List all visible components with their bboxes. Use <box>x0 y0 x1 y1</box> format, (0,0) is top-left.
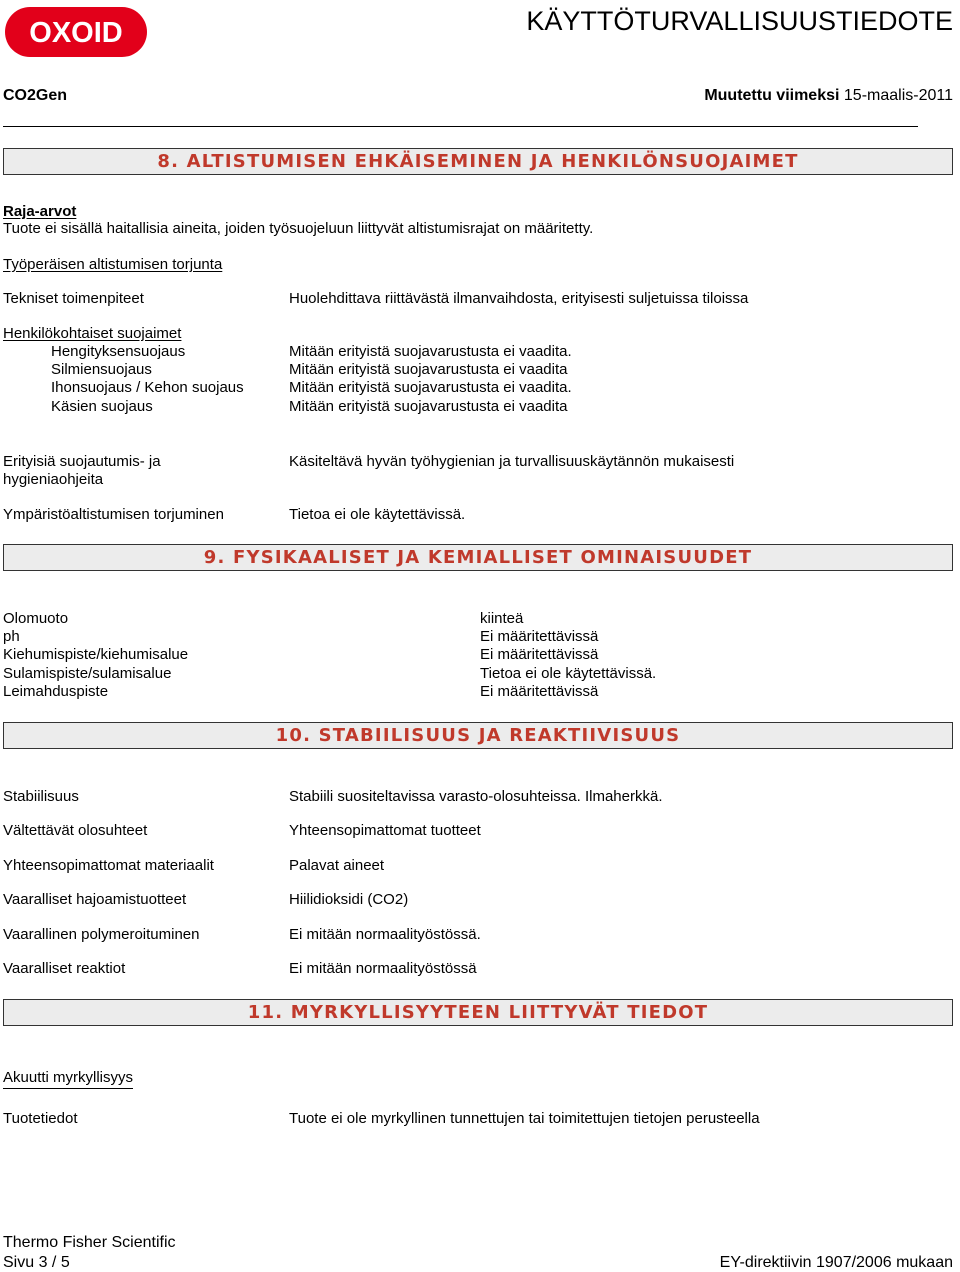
stability-label: Yhteensopimattomat materiaalit <box>3 857 214 874</box>
technical-value: Huolehdittava riittävästä ilmanvaihdosta, erityisesti suljetuissa tiloissa <box>289 290 749 307</box>
page-label: Sivu <box>3 1254 35 1271</box>
property-value: Ei määritettävissä <box>480 628 599 645</box>
ppe-value: Mitään erityistä suojavarustusta ei vaadita. <box>289 343 572 360</box>
acute-toxicity-heading: Akuutti myrkyllisyys <box>3 1069 133 1089</box>
stability-label: Vaaralliset reaktiot <box>3 960 126 977</box>
environment-label: Ympäristöaltistumisen torjuminen <box>3 506 224 523</box>
product-info-label: Tuotetiedot <box>3 1110 78 1127</box>
exposure-heading: Työperäisen altistumisen torjunta <box>3 256 223 273</box>
product-info-value: Tuote ei ole myrkyllinen tunnettujen tai toimitettujen tietojen perusteella <box>289 1110 760 1127</box>
revised-date: 15-maalis-2011 <box>843 87 953 104</box>
ppe-value: Mitään erityistä suojavarustusta ei vaadita <box>289 361 568 378</box>
property-value: Tietoa ei ole käytettävissä. <box>480 665 657 682</box>
stability-label: Vaaralliset hajoamistuotteet <box>3 891 187 908</box>
ppe-value: Mitään erityistä suojavarustusta ei vaadita. <box>289 379 572 396</box>
product-name: CO2Gen <box>3 87 68 104</box>
limits-heading: Raja-arvot <box>3 203 77 220</box>
section-10-title: 10. STABIILISUUS JA REAKTIIVISUUS <box>3 722 953 749</box>
ppe-label: Ihonsuojaus / Kehon suojaus <box>51 379 244 396</box>
ppe-heading: Henkilökohtaiset suojaimet <box>3 325 182 342</box>
property-value: Ei määritettävissä <box>480 646 599 663</box>
ppe-label: Hengityksensuojaus <box>51 343 186 360</box>
stability-value: Stabiili suositeltavissa varasto-olosuhteissa. Ilmaherkkä. <box>289 788 663 805</box>
stability-label: Stabiilisuus <box>3 788 79 805</box>
property-label: Sulamispiste/sulamisalue <box>3 665 172 682</box>
stability-value: Yhteensopimattomat tuotteet <box>289 822 481 839</box>
stability-value: Ei mitään normaalityöstössä. <box>289 926 481 943</box>
technical-label: Tekniset toimenpiteet <box>3 290 144 307</box>
property-label: Olomuoto <box>3 610 69 627</box>
property-value: Ei määritettävissä <box>480 683 599 700</box>
stability-label: Vaarallinen polymeroituminen <box>3 926 200 943</box>
stability-label: Vältettävät olosuhteet <box>3 822 148 839</box>
ppe-value: Mitään erityistä suojavarustusta ei vaadita <box>289 398 568 415</box>
logo-text: OXOID <box>29 17 123 49</box>
stability-value: Ei mitään normaalityöstössä <box>289 960 477 977</box>
ppe-label: Käsien suojaus <box>51 398 153 415</box>
hygiene-value: Käsiteltävä hyvän työhygienian ja turvallisuuskäytännön mukaisesti <box>289 453 735 470</box>
revised-label: Muutettu viimeksi <box>704 87 840 104</box>
revision-info <box>704 87 953 105</box>
stability-value: Hiilidioksidi (CO2) <box>289 891 409 908</box>
section-11-title: 11. MYRKYLLISYYTEEN LIITTYVÄT TIEDOT <box>3 999 953 1026</box>
oxoid-logo <box>3 3 149 61</box>
stability-value: Palavat aineet <box>289 857 385 874</box>
section-8-title: 8. ALTISTUMISEN EHKÄISEMINEN JA HENKILÖNSUOJAIMET <box>3 148 953 175</box>
property-label: Leimahduspiste <box>3 683 109 700</box>
ppe-label: Silmiensuojaus <box>51 361 152 378</box>
page-number: 3 / 5 <box>38 1254 70 1271</box>
limits-text: Tuote ei sisällä haitallisia aineita, joiden työsuojeluun liittyvät altistumisrajat on määritetty. <box>3 220 594 237</box>
header-divider <box>3 126 918 127</box>
property-label: Kiehumispiste/kiehumisalue <box>3 646 189 663</box>
footer-company: Thermo Fisher Scientific <box>3 1234 176 1251</box>
hygiene-label: Erityisiä suojautumis- ja <box>3 453 161 470</box>
property-value: kiinteä <box>480 610 524 627</box>
environment-value: Tietoa ei ole käytettävissä. <box>289 506 466 523</box>
section-9-title: 9. FYSIKAALISET JA KEMIALLISET OMINAISUUDET <box>3 544 953 571</box>
footer-directive: EY-direktiivin 1907/2006 mukaan <box>719 1254 953 1271</box>
footer-page <box>3 1254 70 1272</box>
document-title: KÄYTTÖTURVALLISUUSTIEDOTE <box>526 6 953 36</box>
property-label: ph <box>3 628 20 645</box>
hygiene-label: hygieniaohjeita <box>3 471 104 488</box>
